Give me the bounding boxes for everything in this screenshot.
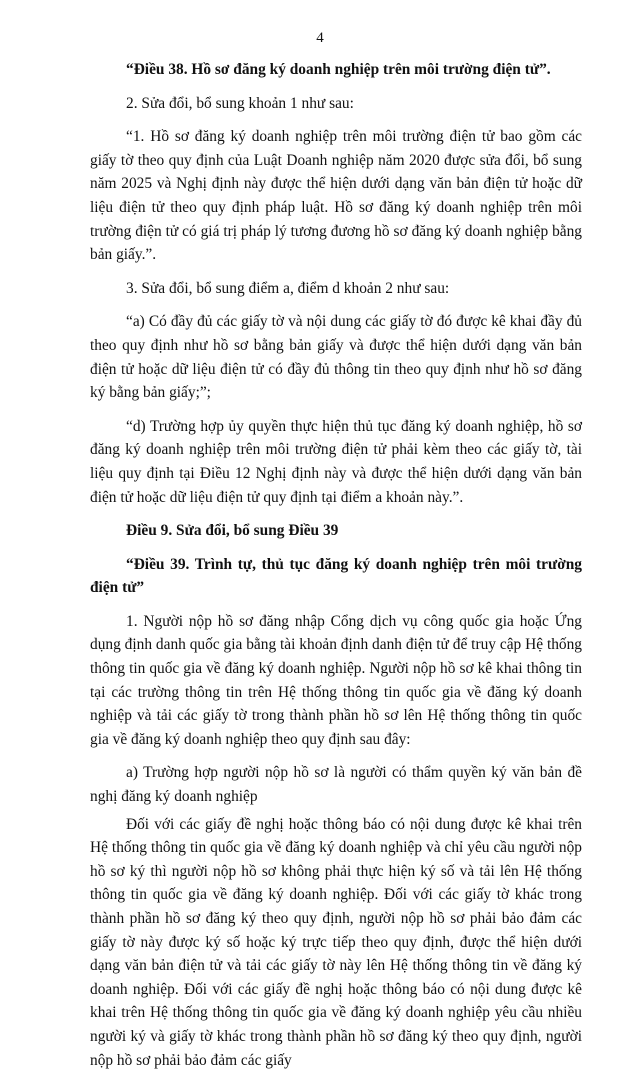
paragraph: a) Trường hợp người nộp hồ sơ là người có thẩm quyền ký văn bản đề nghị đăng ký doanh nghiệp xyxy=(90,764,582,806)
section-heading: Điều 9. Sửa đổi, bổ sung Điều 39 xyxy=(126,522,339,540)
paragraph: Đối với các giấy đề nghị hoặc thông báo có nội dung được kê khai trên Hệ thống thông tin quốc gia về đăng ký doanh nghiệp và chỉ yêu cầu người nộp hồ sơ ký thì người nộp hồ sơ không phải thực hiện ký số và tải lên Hệ thống thông tin quốc gia về đăng ký doanh nghiệp. Đối với các giấy tờ khác trong thành phần hồ sơ đăng ký theo quy định, người nộp hồ sơ phải bảo đảm các giấy tờ này được ký số hoặc ký trực tiếp theo quy định, được thể hiện dưới dạng văn bản điện tử và tải các giấy tờ này lên Hệ thống thông tin về đăng ký doanh nghiệp. Đối với các giấy đề nghị hoặc thông báo có nội dung được kê khai trên Hệ thống thông tin quốc gia về đăng ký doanh nghiệp yêu cầu nhiều người ký và giấy tờ khác trong thành phần hồ sơ đăng ký theo quy định, người nộp hồ sơ phải bảo đảm các giấy xyxy=(90,815,582,1069)
paragraph: 3. Sửa đổi, bổ sung điểm a, điểm d khoản 2 như sau: xyxy=(126,279,450,297)
page-number: 4 xyxy=(316,30,324,46)
document-body xyxy=(90,58,582,1082)
paragraph: “a) Có đầy đủ các giấy tờ và nội dung các giấy tờ đó được kê khai đầy đủ theo quy định như hồ sơ bằng bản giấy và được thể hiện dưới dạng văn bản điện tử hoặc dữ liệu điện tử có đầy đủ thông tin theo quy định như hồ sơ đăng ký bằng bản giấy;”; xyxy=(90,313,582,402)
section-heading: “Điều 39. Trình tự, thủ tục đăng ký doanh nghiệp trên môi trường điện tử” xyxy=(90,555,582,597)
paragraph: “d) Trường hợp ủy quyền thực hiện thủ tục đăng ký doanh nghiệp, hồ sơ đăng ký doanh nghiệp trên môi trường điện tử phải kèm theo các giấy tờ, tài liệu quy định tại Điều 12 Nghị định này và được thể hiện dưới dạng văn bản điện tử hoặc dữ liệu điện tử quy định tại điểm a khoản này.”. xyxy=(90,417,582,506)
paragraph: 1. Người nộp hồ sơ đăng nhập Cổng dịch vụ công quốc gia hoặc Ứng dụng định danh quốc gia bằng tài khoản định danh điện tử để truy cập Hệ thống thông tin quốc gia về đăng ký doanh nghiệp. Người nộp hồ sơ kê khai thông tin tại các trường thông tin trên Hệ thống thông tin quốc gia về đăng ký doanh nghiệp và tải các giấy tờ trong thành phần hồ sơ lên Hệ thống thông tin quốc gia về đăng ký doanh nghiệp theo quy định sau đây: xyxy=(90,612,582,748)
paragraph: “1. Hồ sơ đăng ký doanh nghiệp trên môi trường điện tử bao gồm các giấy tờ theo quy định của Luật Doanh nghiệp năm 2020 được sửa đổi, bổ sung năm 2025 và Nghị định này được thể hiện dưới dạng văn bản điện tử hoặc dữ liệu điện tử theo quy định pháp luật. Hồ sơ đăng ký doanh nghiệp trên môi trường điện tử có giá trị pháp lý tương đương hồ sơ đăng ký doanh nghiệp bằng bản giấy.”. xyxy=(90,128,582,264)
paragraph: 2. Sửa đổi, bổ sung khoản 1 như sau: xyxy=(126,94,354,112)
section-heading: “Điều 38. Hồ sơ đăng ký doanh nghiệp trên môi trường điện tử”. xyxy=(126,61,551,78)
